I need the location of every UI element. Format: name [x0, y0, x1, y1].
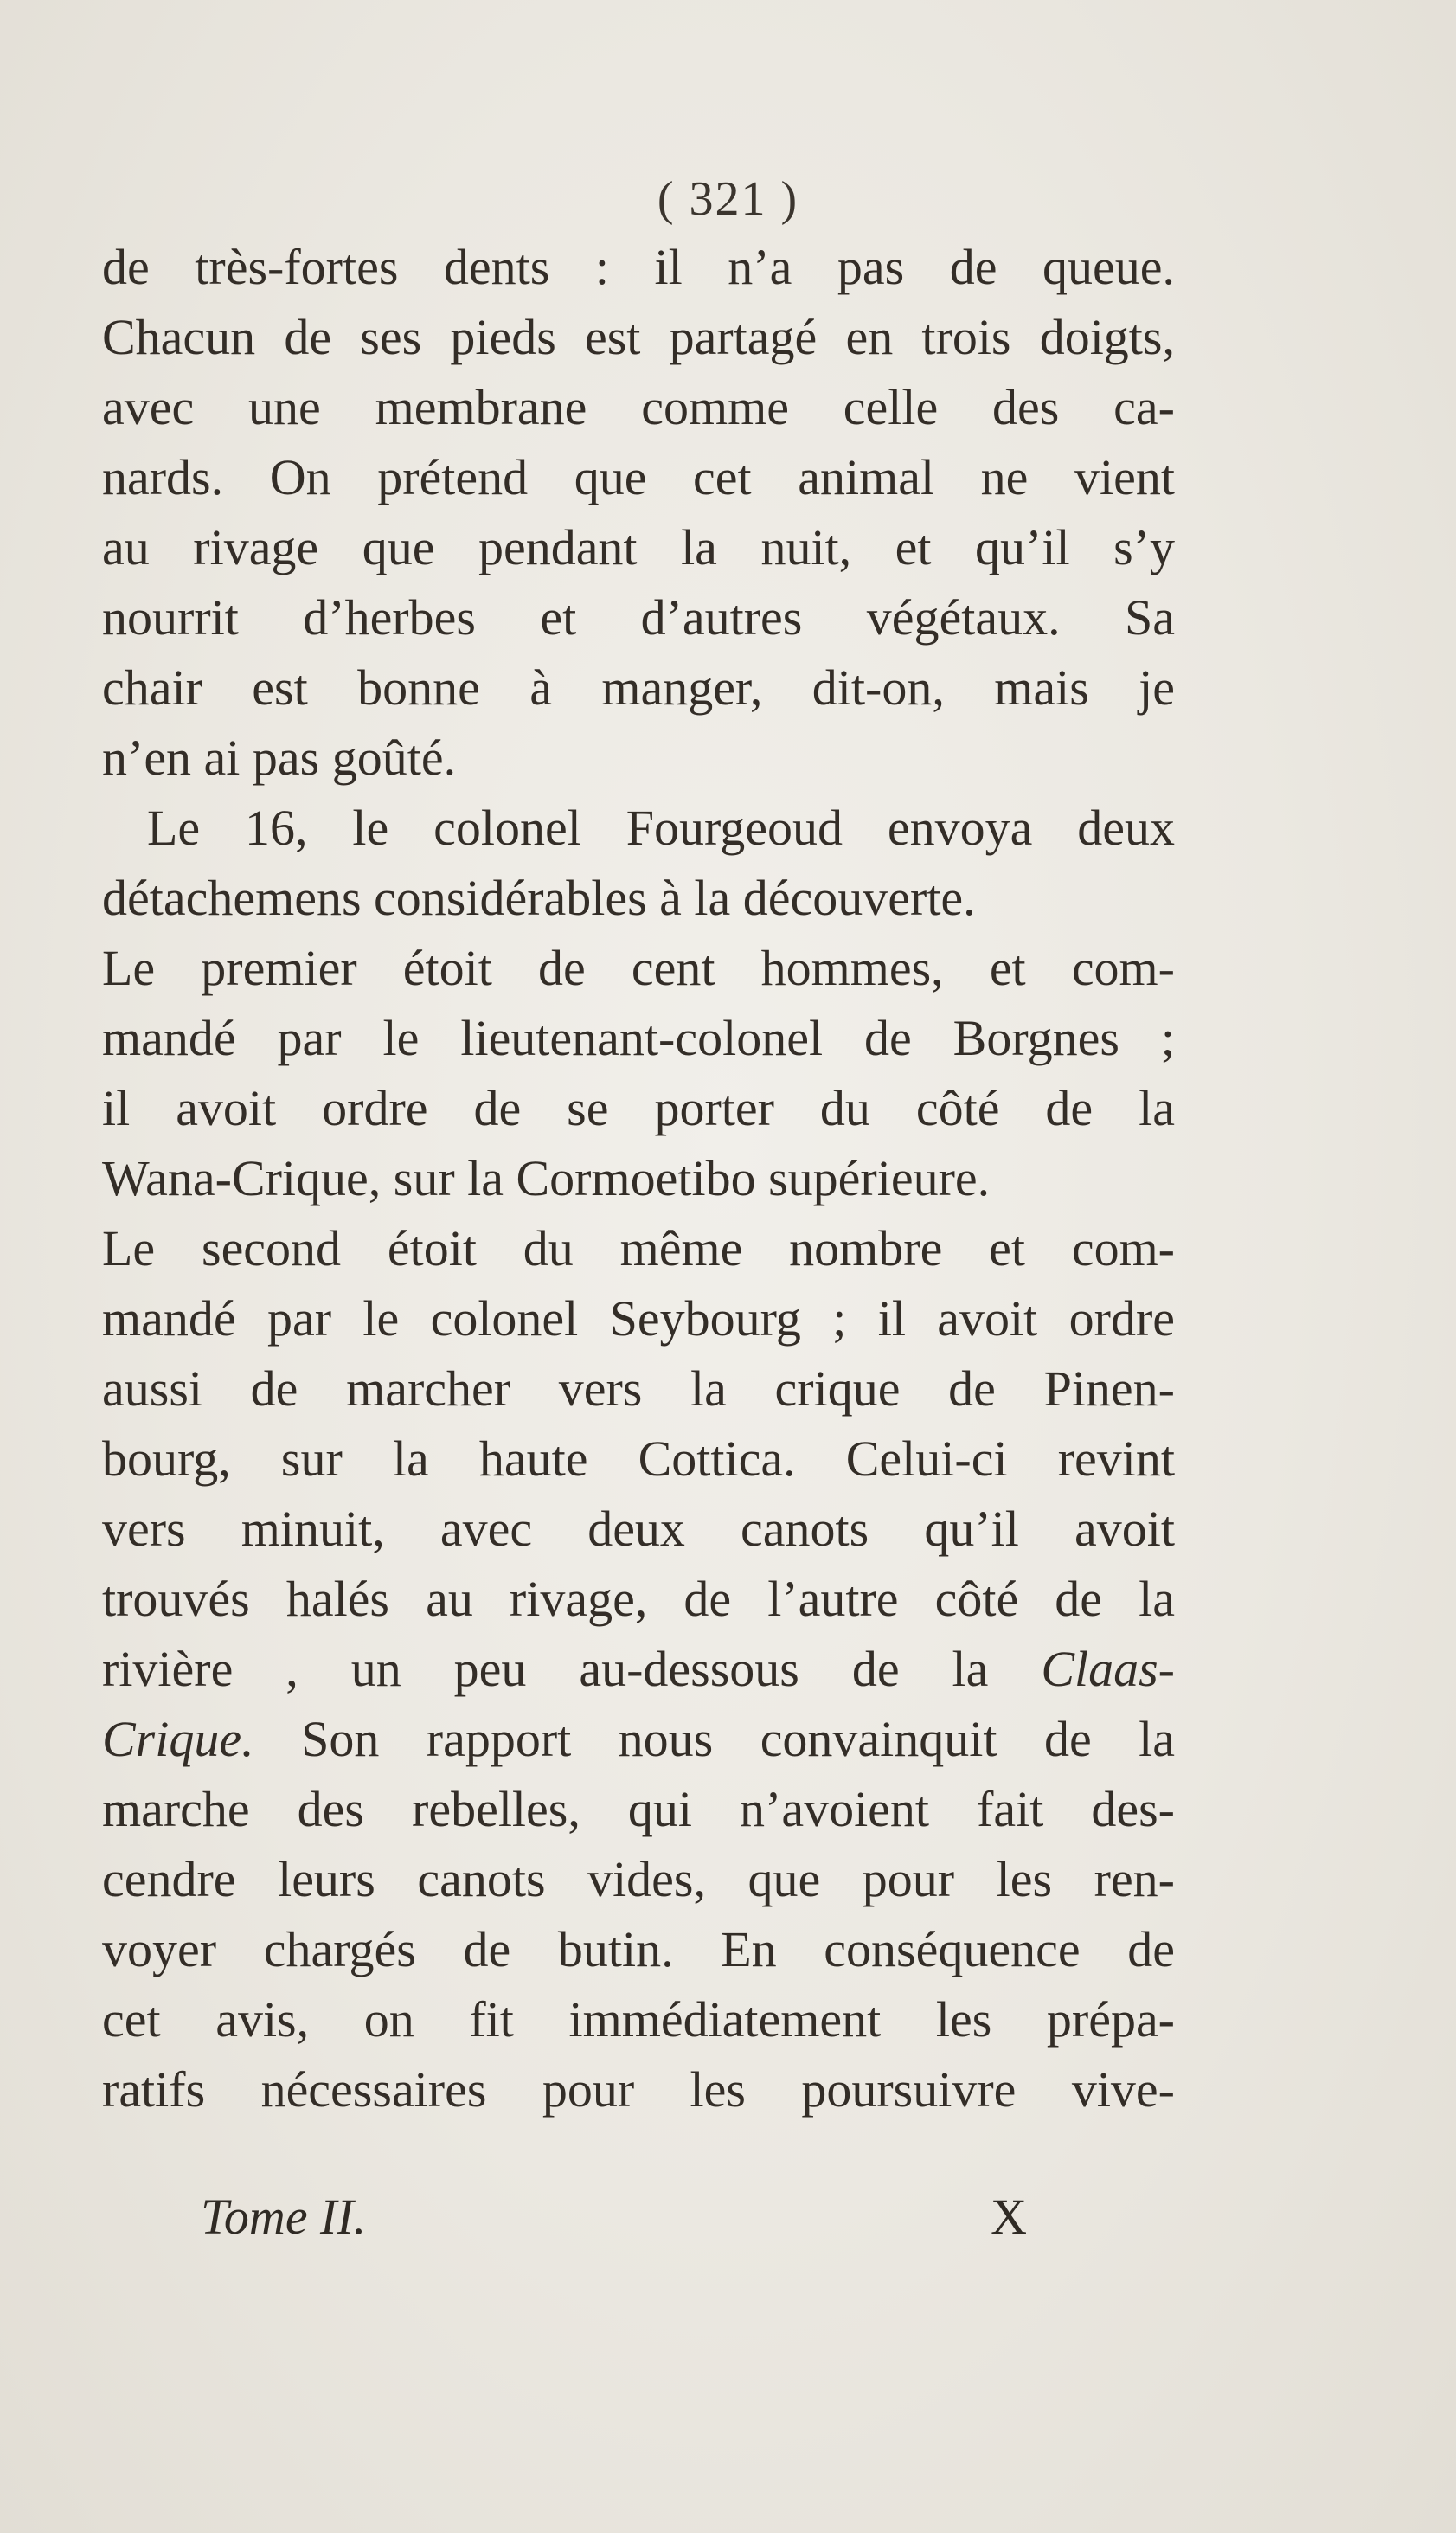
- line-text: Chacun de ses pieds est partagé en trois doigts,: [102, 309, 1175, 365]
- text-line: [102, 1704, 1175, 1774]
- text-line: [102, 1283, 1175, 1353]
- text-line: [102, 793, 1175, 863]
- body-text: [102, 232, 1175, 2125]
- line-text: cendre leurs canots vides, que pour les ren-: [102, 1851, 1175, 1907]
- volume-label: Tome II.: [201, 2189, 367, 2245]
- italic-text: Crique.: [102, 1711, 254, 1767]
- line-text: au rivage que pendant la nuit, et qu’il s’y: [102, 519, 1175, 575]
- text-line: [102, 1564, 1175, 1634]
- line-text: Son rapport nous convainquit de la: [253, 1711, 1175, 1767]
- text-line: [102, 582, 1175, 653]
- text-line: [102, 1494, 1175, 1564]
- text-line: [102, 1774, 1175, 1844]
- text-line: [102, 933, 1175, 1003]
- text-line: [102, 302, 1175, 372]
- line-text: mandé par le lieutenant-colonel de Borgnes ;: [102, 1010, 1175, 1066]
- line-text: aussi de marcher vers la crique de Pinen-: [102, 1360, 1175, 1417]
- line-text: mandé par le colonel Seybourg ; il avoit ordre: [102, 1290, 1175, 1347]
- text-line: [102, 442, 1175, 512]
- text-line: [102, 1073, 1175, 1143]
- line-text: vers minuit, avec deux canots qu’il avoit: [102, 1501, 1175, 1557]
- text-line: [102, 372, 1175, 442]
- line-text: trouvés halés au rivage, de l’autre côté de la: [102, 1571, 1175, 1627]
- text-line: [102, 1353, 1175, 1424]
- line-text: nourrit d’herbes et d’autres végétaux. Sa: [102, 589, 1175, 646]
- line-text: Le 16, le colonel Fourgeoud envoya deux: [147, 800, 1175, 856]
- text-line: [102, 723, 1175, 793]
- text-line: [102, 1003, 1175, 1073]
- line-text: rivière , un peu au-dessous de la: [102, 1641, 1042, 1697]
- text-line: [102, 1844, 1175, 1914]
- text-line: [102, 1914, 1175, 1984]
- text-line: [102, 232, 1175, 302]
- line-text: il avoit ordre de se porter du côté de la: [102, 1080, 1175, 1136]
- italic-text: Claas-: [1041, 1641, 1175, 1697]
- text-line: [102, 2054, 1175, 2125]
- page-number: ( 321 ): [657, 172, 799, 226]
- line-text: de très-fortes dents : il n’a pas de queue.: [102, 239, 1175, 295]
- line-text: nards. On prétend que cet animal ne vient: [102, 449, 1175, 505]
- line-text: cet avis, on fit immédiatement les prépa-: [102, 1991, 1175, 2048]
- line-text: avec une membrane comme celle des ca-: [102, 379, 1175, 435]
- line-text: marche des rebelles, qui n’avoient fait des-: [102, 1781, 1175, 1837]
- line-text: n’en ai pas goûté.: [102, 730, 457, 786]
- line-text: ratifs nécessaires pour les poursuivre vive-: [102, 2061, 1175, 2118]
- line-text: voyer chargés de butin. En conséquence de: [102, 1921, 1175, 1977]
- line-text: Wana-Crique, sur la Cormoetibo supérieure.: [102, 1150, 991, 1206]
- text-line: [102, 1984, 1175, 2054]
- line-text: Le second étoit du même nombre et com-: [102, 1220, 1175, 1276]
- signature-mark: X: [991, 2189, 1027, 2245]
- text-line: [102, 1634, 1175, 1704]
- text-line: [102, 1213, 1175, 1283]
- text-line: [102, 653, 1175, 723]
- text-line: [102, 512, 1175, 582]
- text-line: [102, 1424, 1175, 1494]
- page-footer: [201, 2188, 1027, 2257]
- text-line: [102, 1143, 1175, 1213]
- line-text: détachemens considérables à la découverte.: [102, 870, 976, 926]
- line-text: bourg, sur la haute Cottica. Celui-ci revint: [102, 1430, 1175, 1487]
- text-line: [102, 863, 1175, 933]
- line-text: Le premier étoit de cent hommes, et com-: [102, 940, 1175, 996]
- line-text: chair est bonne à manger, dit-on, mais je: [102, 659, 1175, 716]
